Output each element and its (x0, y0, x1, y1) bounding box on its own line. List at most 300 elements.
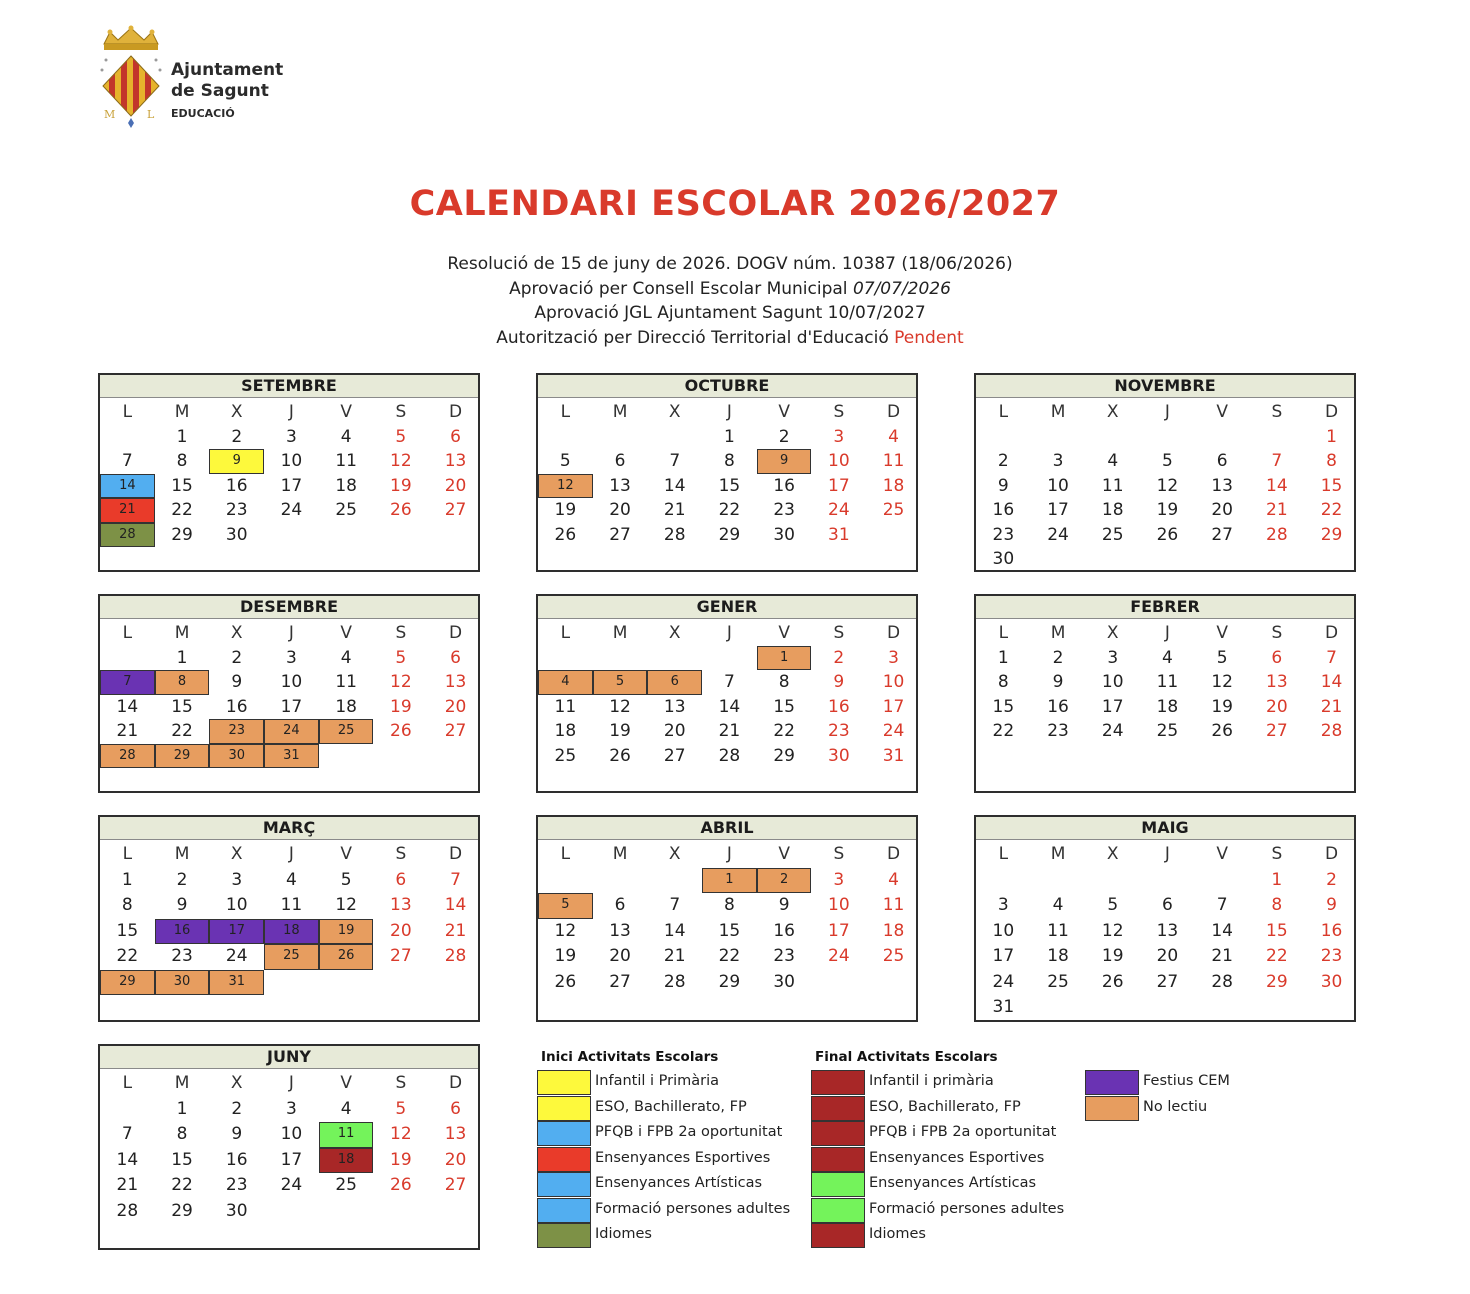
day-cell: 19 (609, 721, 631, 741)
day-cell: 11 (1047, 920, 1069, 941)
day-cell: 1 (724, 426, 735, 447)
legend-label: Infantil i primària (869, 1073, 994, 1089)
legend-label: ESO, Bachillerato, FP (595, 1098, 747, 1115)
day-cell: 26 (390, 1175, 412, 1195)
day-cell: 16 (1047, 696, 1069, 717)
logo-text-ajuntament: Ajuntament (171, 60, 284, 80)
day-cell: 19 (554, 500, 577, 520)
legend-label: Ensenyances Artísticas (595, 1175, 763, 1191)
day-cell: 7 (1271, 451, 1283, 471)
weekday-header: D (448, 1073, 463, 1093)
day-cell: 9 (231, 1124, 243, 1144)
subtitle-consell-text: Aprovació per Consell Escolar Municipal (509, 278, 853, 299)
weekday-header: L (122, 1073, 133, 1093)
day-cell: 11 (882, 895, 905, 915)
weekday-header: M (174, 1073, 190, 1093)
day-cell: 3 (833, 869, 845, 890)
day-cell: 5 (395, 426, 407, 447)
weekday-header: M (1050, 623, 1066, 643)
day-cell: 30 (225, 524, 248, 545)
day-cell: 1 (1326, 426, 1337, 447)
day-cell: 26 (1156, 524, 1179, 545)
day-cell: 26 (609, 745, 631, 766)
day-cell: 26 (554, 524, 577, 545)
legend-label: PFQB i FPB 2a oportunitat (595, 1124, 783, 1140)
day-cell: 2 (231, 426, 243, 447)
day-cell: 30 (773, 524, 795, 545)
day-cell: 13 (1156, 920, 1179, 941)
day-cell: 22 (171, 500, 193, 520)
month-juny (98, 1044, 480, 1250)
day-cell: 25 (1101, 524, 1124, 545)
weekday-header: J (1164, 623, 1170, 643)
legend-inici-title: Inici Activitats Escolars (541, 1049, 719, 1065)
weekday-header: D (1324, 402, 1339, 422)
day-cell: 15 (718, 920, 741, 941)
month-header: FEBRER (976, 596, 1354, 619)
day-cell-highlighted: 23 (209, 719, 264, 744)
day-cell: 27 (1156, 971, 1179, 992)
weekday-header: S (1271, 623, 1283, 643)
logo-text-de-sagunt: de Sagunt (171, 81, 269, 101)
day-cell: 23 (828, 721, 850, 741)
weekday-header: X (1106, 402, 1119, 422)
weekday-header: V (1216, 844, 1228, 864)
day-cell: 4 (888, 869, 899, 890)
day-cell: 17 (280, 475, 303, 496)
day-cell: 1 (176, 426, 188, 447)
day-cell: 21 (444, 920, 467, 941)
month-febrer (974, 594, 1356, 793)
weekday-header: S (395, 402, 407, 422)
day-cell-highlighted: 8 (155, 670, 210, 695)
day-cell: 30 (992, 549, 1015, 569)
day-cell: 14 (663, 475, 686, 496)
day-cell: 22 (171, 721, 193, 741)
day-cell: 17 (992, 946, 1015, 966)
weekday-header: D (886, 402, 901, 422)
day-cell: 1 (176, 647, 188, 668)
day-cell: 10 (828, 451, 850, 471)
day-cell: 4 (340, 1098, 352, 1119)
day-cell: 26 (1211, 721, 1233, 741)
weekday-header: S (1271, 844, 1283, 864)
legend-swatch (537, 1070, 591, 1095)
weekday-header: X (1106, 844, 1119, 864)
weekday-header: X (230, 844, 243, 864)
day-cell: 25 (882, 500, 905, 520)
day-cell-highlighted: 14 (100, 474, 155, 499)
day-cell: 4 (888, 426, 899, 447)
day-cell: 18 (1156, 696, 1179, 717)
day-cell: 31 (828, 524, 850, 545)
day-cell: 23 (225, 1175, 248, 1195)
day-cell: 16 (225, 1149, 248, 1170)
day-cell: 19 (1156, 500, 1179, 520)
day-cell: 18 (882, 475, 905, 496)
day-cell: 9 (1326, 895, 1337, 915)
day-cell-highlighted: 25 (319, 719, 374, 744)
weekday-header: M (1050, 402, 1066, 422)
day-cell: 7 (1216, 895, 1228, 915)
month-novembre (974, 373, 1356, 572)
day-cell: 6 (1162, 895, 1173, 915)
day-cell: 30 (225, 1200, 248, 1221)
weekday-header: L (122, 402, 133, 422)
day-cell: 4 (1162, 647, 1173, 668)
day-cell: 14 (1320, 672, 1343, 692)
day-cell: 14 (1211, 920, 1233, 941)
day-cell: 15 (773, 696, 795, 717)
day-cell: 22 (116, 946, 139, 966)
legend-label: PFQB i FPB 2a oportunitat (869, 1124, 1057, 1140)
logo-text-educacio: EDUCACIÓ (171, 107, 235, 120)
weekday-header: J (1164, 402, 1170, 422)
day-cell: 9 (176, 895, 188, 915)
day-cell: 13 (1266, 672, 1288, 692)
day-cell: 21 (1266, 500, 1288, 520)
day-cell: 6 (395, 869, 407, 890)
day-cell-highlighted: 31 (264, 744, 319, 769)
day-cell: 12 (390, 672, 412, 692)
day-cell: 13 (444, 451, 467, 471)
month-header: DESEMBRE (100, 596, 478, 619)
day-cell: 13 (1211, 475, 1233, 496)
legend-label: ESO, Bachillerato, FP (869, 1098, 1021, 1115)
day-cell: 26 (390, 500, 412, 520)
day-cell: 2 (997, 451, 1009, 471)
day-cell: 5 (340, 869, 352, 890)
day-cell: 18 (335, 475, 357, 496)
day-cell-highlighted: 21 (100, 498, 155, 523)
day-cell-highlighted: 1 (702, 868, 757, 894)
day-cell: 29 (1320, 524, 1343, 545)
legend-label: Ensenyances Esportives (595, 1149, 771, 1166)
day-cell: 7 (669, 895, 681, 915)
weekday-header: V (778, 402, 790, 422)
day-cell: 28 (663, 524, 686, 545)
day-cell: 21 (116, 721, 139, 741)
day-cell: 29 (1266, 971, 1288, 992)
day-cell: 4 (340, 647, 352, 668)
weekday-header: S (833, 402, 845, 422)
day-cell: 15 (1266, 920, 1288, 941)
day-cell: 18 (1101, 500, 1124, 520)
legend-label: Festius CEM (1143, 1073, 1230, 1089)
legend-swatch (811, 1223, 865, 1248)
day-cell: 24 (992, 971, 1015, 992)
month-header: ABRIL (538, 817, 916, 840)
subtitle-consell-date: 07/07/2026 (852, 278, 951, 299)
day-cell: 19 (390, 1149, 412, 1170)
weekday-header: J (726, 402, 732, 422)
weekday-header: X (1106, 623, 1119, 643)
day-cell: 12 (390, 1124, 412, 1144)
day-cell: 24 (280, 1175, 303, 1195)
day-cell: 23 (1320, 946, 1343, 966)
day-cell: 11 (554, 696, 577, 717)
legend-swatch (811, 1172, 865, 1197)
legend-label: Infantil i Primària (595, 1073, 720, 1089)
day-cell: 16 (225, 696, 248, 717)
day-cell: 3 (1052, 451, 1064, 471)
day-cell: 11 (335, 451, 357, 471)
day-cell: 7 (450, 869, 461, 890)
day-cell: 14 (116, 696, 139, 717)
day-cell: 11 (1101, 475, 1124, 496)
day-cell: 20 (1266, 696, 1288, 717)
day-cell: 10 (828, 895, 850, 915)
day-cell: 18 (1047, 946, 1069, 966)
weekday-header: X (230, 623, 243, 643)
day-cell: 7 (724, 672, 735, 692)
day-cell: 4 (1052, 895, 1064, 915)
weekday-header: X (668, 844, 681, 864)
day-cell-highlighted: 7 (100, 670, 155, 695)
weekday-header: J (288, 844, 294, 864)
weekday-header: V (778, 844, 790, 864)
day-cell: 10 (1047, 475, 1069, 496)
day-cell: 11 (280, 895, 303, 915)
legend-final-title: Final Activitats Escolars (815, 1049, 998, 1065)
day-cell: 3 (231, 869, 243, 890)
day-cell: 6 (1216, 451, 1228, 471)
legend-label: Idiomes (869, 1226, 926, 1242)
day-cell: 8 (778, 672, 790, 692)
day-cell: 8 (724, 895, 735, 915)
day-cell: 17 (280, 696, 303, 717)
day-cell: 26 (1101, 971, 1124, 992)
day-cell: 15 (718, 475, 741, 496)
weekday-header: S (1271, 402, 1283, 422)
legend-label: Formació persones adultes (595, 1200, 791, 1217)
day-cell: 2 (176, 869, 188, 890)
day-cell: 11 (882, 451, 905, 471)
month-header: MAIG (976, 817, 1354, 840)
day-cell: 13 (609, 920, 631, 941)
day-cell: 25 (335, 1175, 357, 1195)
weekday-header: J (288, 1073, 294, 1093)
svg-text:M: M (104, 108, 116, 121)
subtitle-direccio-territorial (0, 326, 1460, 351)
day-cell-highlighted: 9 (209, 449, 264, 474)
day-cell: 7 (121, 451, 133, 471)
day-cell-highlighted: 6 (647, 670, 702, 695)
weekday-header: M (612, 402, 628, 422)
day-cell: 28 (663, 971, 686, 992)
day-cell: 30 (773, 971, 795, 992)
day-cell: 24 (882, 721, 905, 741)
day-cell: 19 (390, 475, 412, 496)
day-cell: 9 (1052, 672, 1064, 692)
day-cell: 22 (773, 721, 795, 741)
legend-swatch (811, 1070, 865, 1095)
day-cell: 15 (171, 1149, 193, 1170)
weekday-header: X (230, 1073, 243, 1093)
weekday-header: D (1324, 844, 1339, 864)
day-cell: 12 (1211, 672, 1233, 692)
day-cell: 25 (1047, 971, 1069, 992)
day-cell: 17 (828, 920, 850, 941)
weekday-header: V (1216, 402, 1228, 422)
day-cell: 28 (1211, 971, 1233, 992)
weekday-header: D (448, 402, 463, 422)
day-cell-highlighted: 16 (155, 919, 210, 945)
day-cell: 11 (335, 672, 357, 692)
day-cell-highlighted: 29 (155, 744, 210, 769)
weekday-header: L (122, 844, 133, 864)
day-cell: 8 (1326, 451, 1337, 471)
day-cell: 10 (882, 672, 905, 692)
day-cell-highlighted: 18 (264, 919, 319, 945)
day-cell: 8 (176, 451, 188, 471)
day-cell: 3 (833, 426, 845, 447)
day-cell: 17 (1047, 500, 1069, 520)
day-cell: 16 (828, 696, 850, 717)
month-header: MARÇ (100, 817, 478, 840)
legend-label: No lectiu (1143, 1098, 1208, 1115)
day-cell-highlighted: 28 (100, 523, 155, 548)
day-cell: 16 (1320, 920, 1343, 941)
day-cell: 12 (390, 451, 412, 471)
day-cell-highlighted: 25 (264, 944, 319, 970)
day-cell-highlighted: 11 (319, 1122, 374, 1148)
day-cell: 24 (1047, 524, 1069, 545)
legend-swatch (537, 1096, 591, 1121)
day-cell: 5 (395, 1098, 407, 1119)
day-cell: 29 (718, 524, 741, 545)
day-cell: 28 (718, 745, 741, 766)
day-cell: 5 (1216, 647, 1228, 668)
weekday-header: J (726, 623, 732, 643)
weekday-header: J (288, 402, 294, 422)
legend-swatch (811, 1198, 865, 1223)
day-cell: 23 (773, 946, 795, 966)
day-cell: 19 (390, 696, 412, 717)
day-cell-highlighted: 5 (593, 670, 648, 695)
day-cell: 10 (280, 451, 303, 471)
day-cell: 24 (280, 500, 303, 520)
day-cell: 20 (609, 500, 631, 520)
day-cell: 18 (882, 920, 905, 941)
day-cell: 4 (286, 869, 297, 890)
day-cell: 21 (663, 500, 686, 520)
day-cell: 20 (1156, 946, 1179, 966)
weekday-header: J (1164, 844, 1170, 864)
day-cell: 21 (663, 946, 686, 966)
legend-swatch (811, 1096, 865, 1121)
legend-swatch (811, 1147, 865, 1172)
day-cell: 3 (286, 647, 297, 668)
day-cell: 9 (833, 672, 845, 692)
day-cell: 6 (450, 426, 461, 447)
day-cell: 6 (614, 451, 626, 471)
day-cell: 19 (1211, 696, 1233, 717)
legend-label: Ensenyances Esportives (869, 1149, 1045, 1166)
day-cell: 24 (1101, 721, 1124, 741)
day-cell: 27 (444, 500, 467, 520)
day-cell-highlighted: 17 (209, 919, 264, 945)
day-cell: 14 (116, 1149, 139, 1170)
day-cell: 13 (444, 1124, 467, 1144)
weekday-header: D (886, 844, 901, 864)
day-cell: 22 (1320, 500, 1343, 520)
day-cell: 21 (1211, 946, 1233, 966)
weekday-header: S (833, 844, 845, 864)
day-cell-highlighted: 18 (319, 1148, 374, 1174)
month-header: JUNY (100, 1046, 478, 1069)
day-cell: 30 (828, 745, 850, 766)
weekday-header: M (612, 623, 628, 643)
day-cell: 9 (231, 672, 243, 692)
day-cell-highlighted: 5 (538, 893, 593, 919)
day-cell: 23 (171, 946, 193, 966)
page-title: CALENDARI ESCOLAR 2026/2027 (409, 184, 1061, 224)
weekday-header: M (174, 844, 190, 864)
day-cell: 17 (882, 696, 905, 717)
day-cell: 6 (614, 895, 626, 915)
weekday-header: J (726, 844, 732, 864)
day-cell-highlighted: 19 (319, 919, 374, 945)
day-cell: 2 (231, 647, 243, 668)
day-cell: 20 (444, 1149, 467, 1170)
month-header: NOVEMBRE (976, 375, 1354, 398)
month-abril (536, 815, 918, 1022)
weekday-header: D (886, 623, 901, 643)
day-cell: 10 (280, 672, 303, 692)
day-cell-highlighted: 12 (538, 474, 593, 499)
day-cell: 23 (992, 524, 1015, 545)
day-cell: 20 (444, 696, 467, 717)
legend-label: Ensenyances Artísticas (869, 1175, 1037, 1191)
day-cell: 27 (609, 971, 631, 992)
day-cell: 14 (1266, 475, 1288, 496)
day-cell: 21 (718, 721, 741, 741)
day-cell: 2 (231, 1098, 243, 1119)
day-cell: 5 (395, 647, 407, 668)
legend-swatch (811, 1121, 865, 1146)
legend-swatch (537, 1172, 591, 1197)
day-cell: 24 (225, 946, 248, 966)
weekday-header: S (395, 623, 407, 643)
day-cell: 18 (554, 721, 577, 741)
day-cell: 17 (280, 1149, 303, 1170)
day-cell: 10 (1101, 672, 1124, 692)
day-cell: 20 (663, 721, 686, 741)
day-cell: 13 (444, 672, 467, 692)
weekday-header: M (1050, 844, 1066, 864)
weekday-header: L (998, 402, 1009, 422)
day-cell: 27 (1211, 524, 1233, 545)
day-cell-highlighted: 28 (100, 744, 155, 769)
day-cell: 14 (718, 696, 741, 717)
subtitle-resolucio: Resolució de 15 de juny de 2026. DOGV núm. 10387 (18/06/2026) (447, 254, 1013, 274)
day-cell: 7 (121, 1124, 133, 1144)
day-cell: 12 (1101, 920, 1124, 941)
weekday-header: V (340, 402, 352, 422)
day-cell: 4 (340, 426, 352, 447)
subtitle-direccio-status: Pendent (894, 327, 964, 348)
day-cell: 3 (888, 647, 899, 668)
weekday-header: X (668, 402, 681, 422)
month-header: SETEMBRE (100, 375, 478, 398)
day-cell: 20 (390, 920, 412, 941)
day-cell: 30 (1320, 971, 1343, 992)
day-cell: 17 (1101, 696, 1124, 717)
day-cell: 12 (1156, 475, 1179, 496)
day-cell: 15 (116, 920, 139, 941)
weekday-header: S (395, 844, 407, 864)
